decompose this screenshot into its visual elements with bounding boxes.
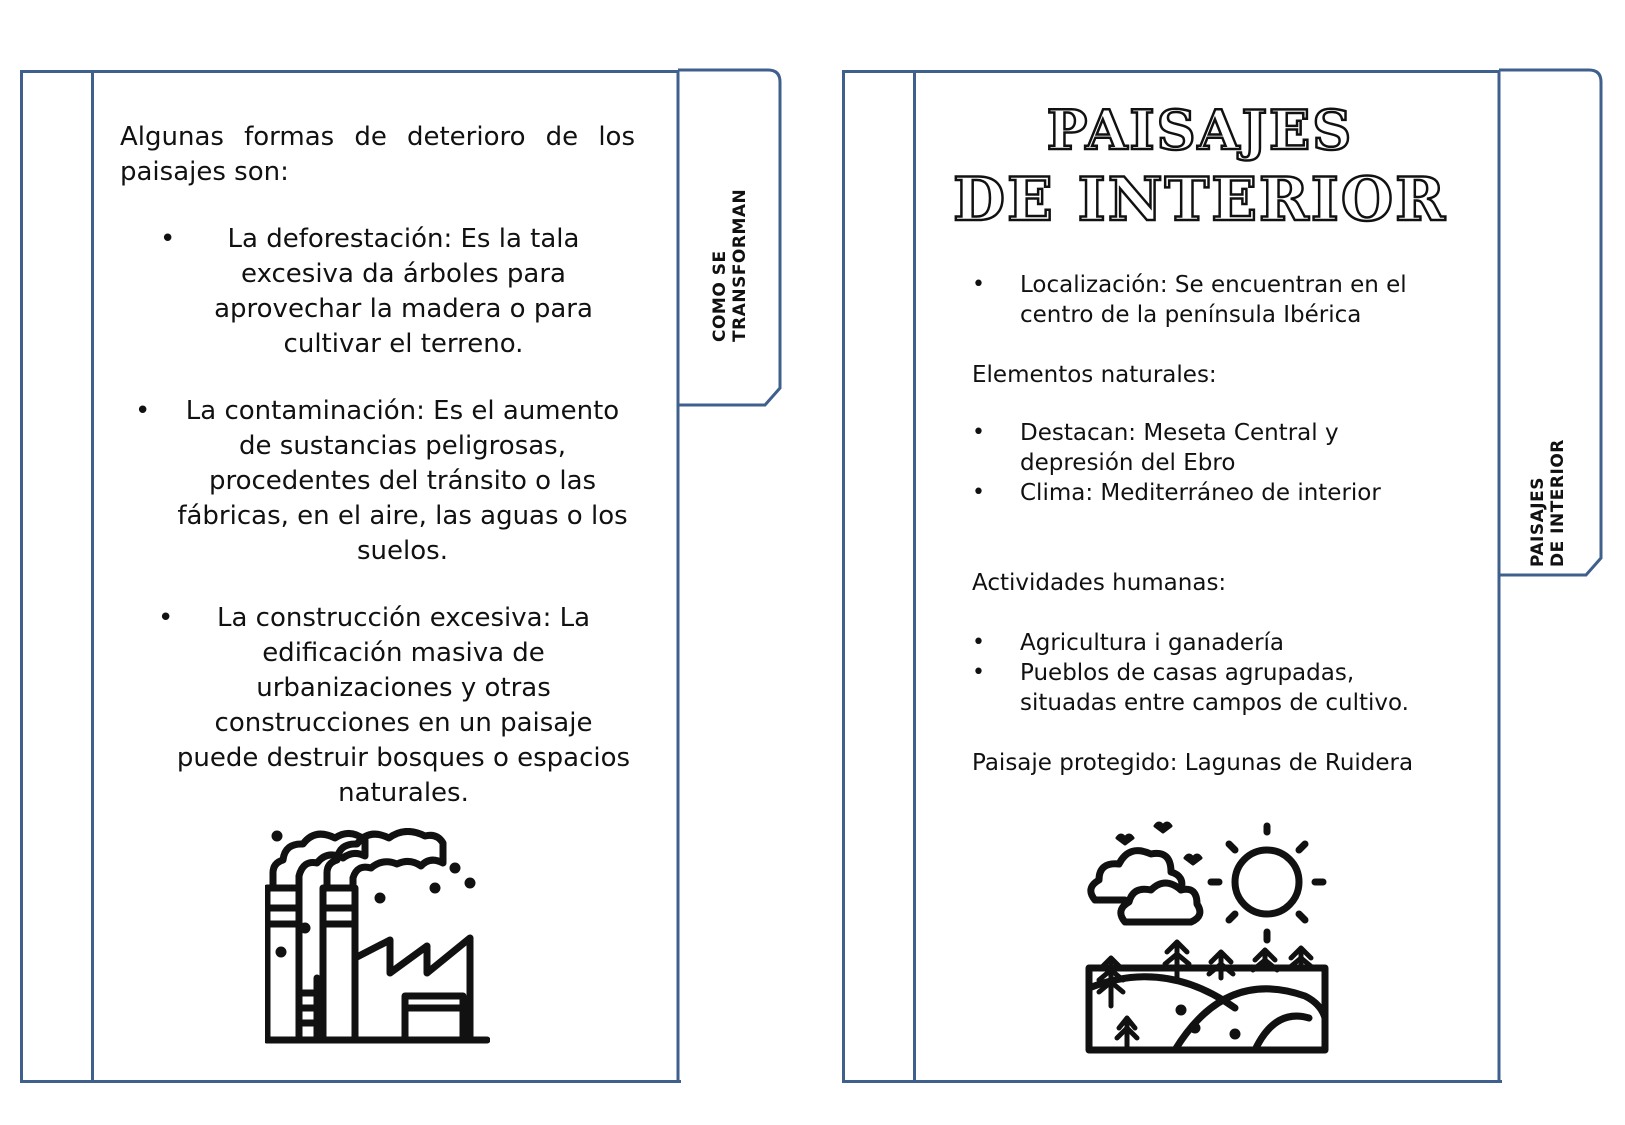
human-heading: Actividades humanas:	[972, 570, 1227, 596]
bullet-icon: •	[135, 396, 151, 426]
list-item	[972, 270, 1452, 330]
title-line-2: DE INTERIOR	[952, 165, 1447, 235]
natural-list	[972, 418, 1452, 508]
list-item-text: Agricultura i ganadería	[1020, 630, 1285, 656]
bullet-icon: •	[972, 660, 985, 685]
right-tab-label: PAISAJES DE INTERIOR	[1528, 439, 1568, 567]
list-item-text: Destacan: Meseta Central y depresión del Ebro	[1020, 420, 1339, 476]
title-line-1: PAISAJES	[1046, 98, 1354, 162]
list-item-text: Clima: Mediterráneo de interior	[1020, 480, 1381, 506]
list-item	[972, 658, 1452, 718]
bullet-icon: •	[158, 603, 174, 633]
location-list	[972, 270, 1452, 330]
list-item	[972, 478, 1452, 508]
list-item-text: Pueblos de casas agrupadas, situadas entre campos de cultivo.	[1020, 660, 1409, 716]
bullet-icon: •	[972, 420, 985, 445]
bullet-icon: •	[972, 272, 985, 297]
bullet-icon: •	[972, 630, 985, 655]
list-item	[972, 418, 1452, 478]
intro-text: Algunas formas de deterioro de los paisajes son:	[120, 122, 635, 187]
list-item	[972, 628, 1452, 658]
list-item-text: La contaminación: Es el aumento de sustancias peligrosas, procedentes del tránsito o las fábricas, en el aire, las aguas o los suelos.	[177, 396, 628, 566]
location-text: Localización: Se encuentran en el centro de la península Ibérica	[1020, 272, 1407, 328]
right-card-content	[972, 270, 1452, 778]
human-list	[972, 628, 1452, 718]
page-title	[940, 95, 1460, 235]
protected-text: Paisaje protegido: Lagunas de Ruidera	[972, 750, 1414, 776]
bullet-icon: •	[160, 224, 176, 254]
list-item-text: La deforestación: Es la tala excesiva da árboles para aprovechar la madera o para cultivar el terreno.	[214, 224, 593, 359]
countryside-landscape-icon	[1085, 818, 1335, 1058]
bullet-icon: •	[972, 480, 985, 505]
list-item-text: La construcción excesiva: La edificación masiva de urbanizaciones y otras construcciones en un paisaje puede destruir bosques o espacios naturales.	[176, 603, 631, 808]
natural-heading: Elementos naturales:	[972, 362, 1217, 388]
left-tab-label: COMO SE TRANSFORMAN	[710, 188, 750, 342]
